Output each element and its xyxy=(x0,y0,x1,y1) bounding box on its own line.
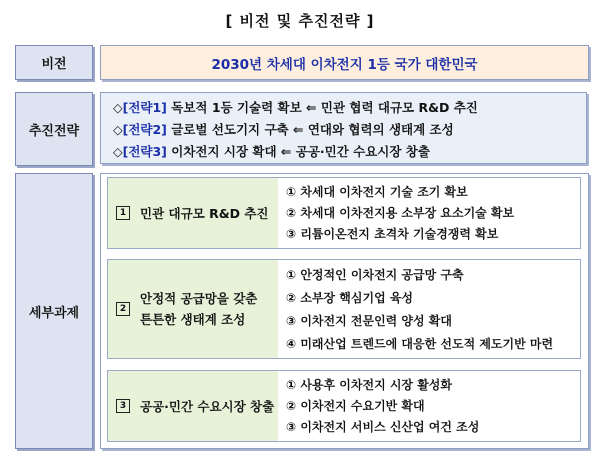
tasks-label: 세부과제 xyxy=(15,173,93,449)
task-group-3 xyxy=(107,370,581,442)
vision-text: 2030년 차세대 이차전지 1등 국가 대한민국 xyxy=(100,45,589,80)
task-item: ② 차세대 이차전지용 소부장 요소기술 확보 xyxy=(286,205,515,220)
strategy-label: 추진전략 xyxy=(15,92,93,166)
task-group-1 xyxy=(107,177,581,249)
task-item: ③ 리튬이온전지 초격차 기술경쟁력 확보 xyxy=(286,227,499,242)
task-item: ② 이차전지 수요기반 확대 xyxy=(286,398,425,413)
strategy-panel xyxy=(100,92,587,164)
task-name-line: 공공·민간 수요시장 창출 xyxy=(140,398,275,414)
task-name-line: 튼튼한 생태계 조성 xyxy=(140,312,246,327)
task-item: ② 소부장 핵심기업 육성 xyxy=(286,290,414,305)
task-group-2-title xyxy=(108,260,278,358)
task-item: ① 차세대 이차전지 기술 조기 확보 xyxy=(286,184,468,199)
task-name-line: 민관 대규모 R&D 추진 xyxy=(140,205,269,221)
task-group-3-title xyxy=(108,371,278,441)
task-item: ④ 미래산업 트렌드에 대응한 선도적 제도기반 마련 xyxy=(286,336,554,351)
task-group-1-title xyxy=(108,178,278,248)
vision-label: 비전 xyxy=(15,45,93,80)
task-item: ① 안정적인 이차전지 공급망 구축 xyxy=(286,267,464,282)
task-number-box: 2 xyxy=(116,302,130,316)
task-name-line: 안정적 공급망을 갖춘 xyxy=(140,291,258,306)
task-group-2 xyxy=(107,259,581,359)
task-number-box: 3 xyxy=(116,399,130,413)
task-item: ① 사용후 이차전지 시장 활성화 xyxy=(286,377,452,392)
strategy-item-3: ◇[전략3] 이차전지 시장 확대 ⇐ 공공·민간 수요시장 창출 xyxy=(113,144,430,159)
task-item: ③ 이차전지 전문인력 양성 확대 xyxy=(286,313,452,328)
task-number-box: 1 xyxy=(116,206,130,220)
strategy-item-2: ◇[전략2] 글로벌 선도기지 구축 ⇐ 연대와 협력의 생태계 조성 xyxy=(113,122,454,137)
page-title: [ 비전 및 추진전략 ] xyxy=(225,12,375,30)
task-item: ③ 이차전지 서비스 신산업 여건 조성 xyxy=(286,420,480,435)
strategy-item-1: ◇[전략1] 독보적 1등 기술력 확보 ⇐ 민관 협력 대규모 R&D 추진 xyxy=(113,100,478,115)
